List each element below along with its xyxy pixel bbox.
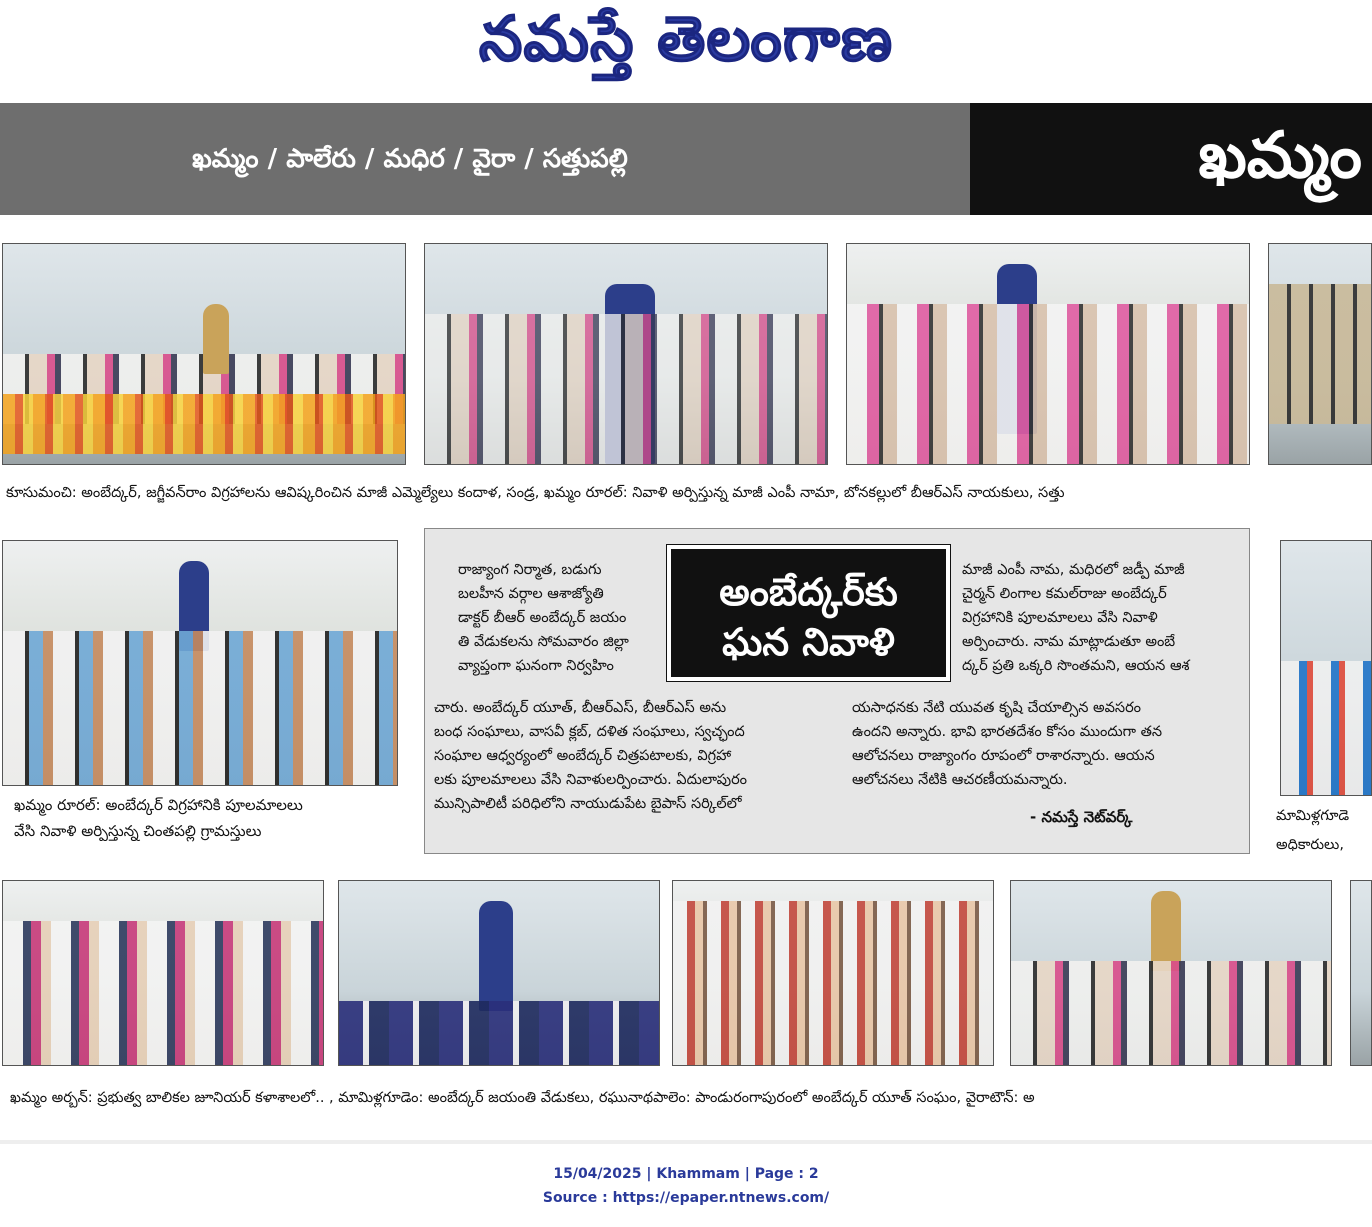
photo-khammam-rural bbox=[424, 243, 828, 465]
caption-row1: కూసుమంచి: అంబేద్కర్, జగ్జీవన్‌రాం విగ్రహాలను ఆవిష్కరించిన మాజీ ఎమ్మెల్యేలు కందాళ, సండ్ర, ఖమ్మం రూరల్: నివాళి అర్పిస్తున్న మాజీ ఎంపీ నామా, బోనకల్లులో బీఆర్‌ఎస్ నాయకులు, సత్తు bbox=[6, 485, 1065, 501]
caption-left-2: వేసి నివాళి అర్పిస్తున్న చింతపల్లి గ్రామస్తులు bbox=[14, 822, 262, 840]
photo-mamillagudem bbox=[1280, 540, 1372, 796]
caption-right-2: అధికారులు, bbox=[1276, 837, 1344, 853]
photo-wyra-town bbox=[1350, 880, 1372, 1066]
article-byline: - నమస్తే నెట్‌వర్క్ bbox=[1030, 808, 1133, 826]
caption-row3: ఖమ్మం అర్బన్: ప్రభుత్వ బాలికల జూనియర్ కళాశాలలో.. , మామిళ్లగూడెం: అంబేద్కర్ జయంతి వేడుకలు, రఘునాథపాలెం: పాండురంగాపురంలో అంబేద్కర్ యూత్ సంఘం, వైరాటౌన్: అ bbox=[10, 1090, 1035, 1106]
footer bbox=[0, 1162, 1372, 1210]
photo-mamillagudem-celebration bbox=[338, 880, 660, 1066]
masthead bbox=[0, 0, 1372, 100]
photo-bonakal bbox=[846, 243, 1250, 465]
photo-school-children bbox=[672, 880, 994, 1066]
edition-title: ఖమ్మం bbox=[1198, 119, 1362, 193]
caption-left-1: ఖమ్మం రూరల్: అంబేద్కర్ విగ్రహానికి పూలమాలలు bbox=[14, 796, 303, 814]
newspaper-logo: నమస్తే తెలంగాణ bbox=[478, 2, 894, 75]
section-places: ఖమ్మం / పాలేరు / మధిర / వైరా / సత్తుపల్లి bbox=[192, 144, 628, 174]
footer-date-edition: 15/04/2025 | Khammam | Page : 2 bbox=[553, 1166, 819, 1182]
caption-right-1: మామిళ్లగూడె bbox=[1276, 808, 1350, 824]
photo-youth-association bbox=[1010, 880, 1332, 1066]
footer-divider bbox=[0, 1140, 1372, 1144]
photo-girls-college bbox=[2, 880, 324, 1066]
photo-chintapalli bbox=[2, 540, 398, 786]
photo-sathupalli bbox=[1268, 243, 1372, 465]
photo-kusumanchi bbox=[2, 243, 406, 465]
article-headline: అంబేద్కర్‌కు ఘన నివాళి bbox=[667, 545, 950, 681]
article-col1-top: రాజ్యాంగ నిర్మాత, బడుగు బలహీన వర్గాల ఆశాజ్యోతి డాక్టర్ బీఆర్ అంబేద్కర్ జయం తి వేడుకలను సోమవారం జిల్లా వ్యాప్తంగా ఘనంగా నిర్వహిం bbox=[458, 562, 629, 674]
article-col2-top: మాజీ ఎంపీ నామ, మధిరలో జడ్పీ మాజీ చైర్మన్ లింగాల కమల్‌రాజు అంబేద్కర్ విగ్రహానికి పూలమాలలు వేసి నివాళి అర్పించారు. నామ మాట్లాడుతూ అంబే ద్కర్ ప్రతి ఒక్కరి సొంతమని, ఆయన ఆశ bbox=[962, 562, 1190, 674]
article-col2-full: యసాధనకు నేటి యువత కృషి చేయాల్సిన అవసరం ఉందని అన్నారు. భావి భారతదేశం కోసం ముందుగా తన ఆలోచనలు రాజ్యాంగం రూపంలో రాశారన్నారు. ఆయన ఆలోచనలు నేటికి ఆచరణీయమన్నారు. bbox=[852, 700, 1163, 788]
footer-source: Source : https://epaper.ntnews.com/ bbox=[542, 1190, 830, 1206]
article-col1-full: చారు. అంబేద్కర్ యూత్, బీఆర్ఎస్, బీఆర్ఎస్ అను బంధ సంఘాలు, వాసవీ క్లబ్, దళిత సంఘాలు, స్వచ్ఛంద సంఘాల ఆధ్వర్యంలో అంబేద్కర్ చిత్రపటాలకు, విగ్రహా లకు పూలమాలలు వేసి నివాళులర్పించారు. ఏదులాపురం మున్సిపాలిటీ పరిధిలోని నాయుడుపేట బైపాస్ సర్కిల్‌లో bbox=[434, 700, 748, 812]
